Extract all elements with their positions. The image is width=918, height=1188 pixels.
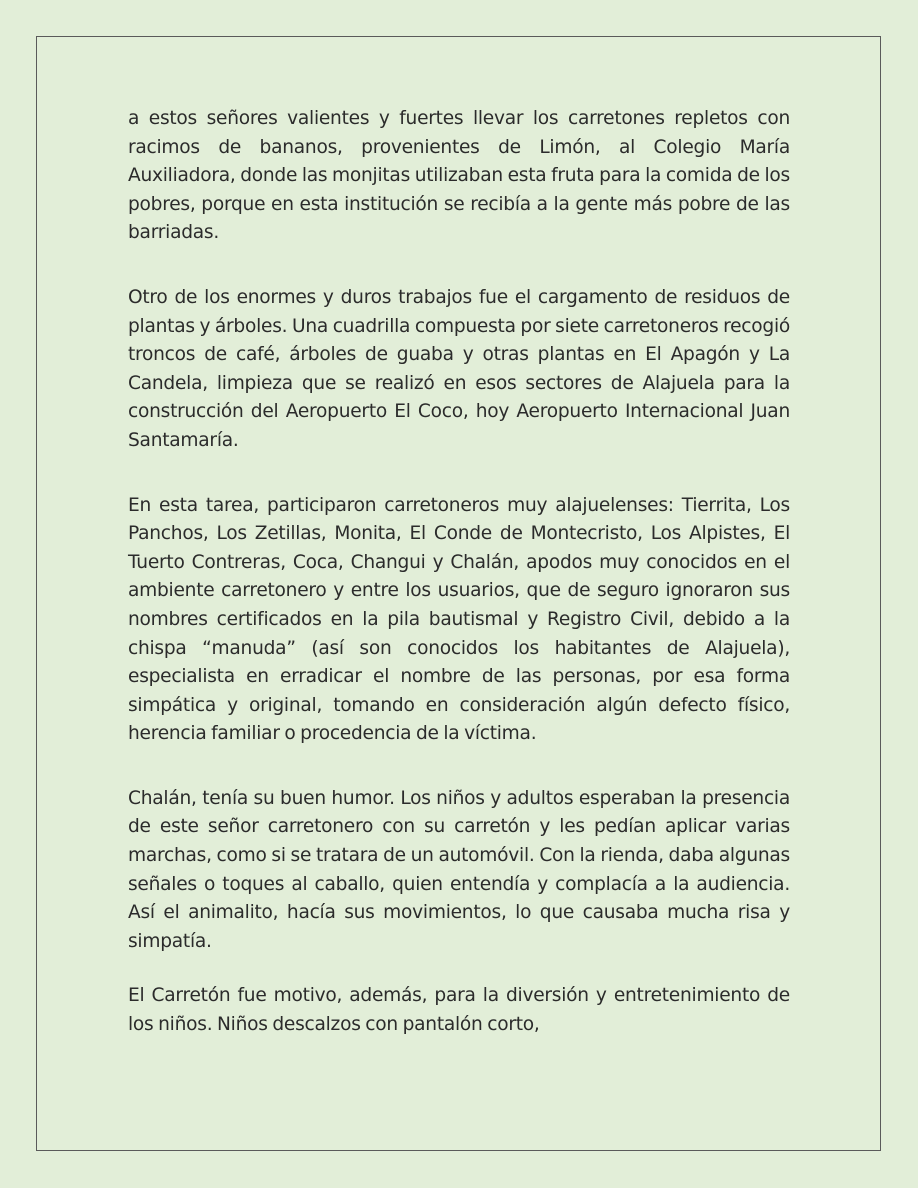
paragraph-2: Otro de los enormes y duros trabajos fue el cargamento de residuos de plantas y árboles. Una cuadrilla compuesta por siete carretoneros recogió troncos de café, árboles de guaba y otras plantas en El Apagón y La Candela, limpieza que se realizó en esos sectores de Alajuela para la construcción del Aeropuerto El Coco, hoy Aeropuerto Internacional Juan Santamaría. <box>128 286 790 451</box>
paragraph-3: En esta tarea, participaron carretoneros muy alajuelenses: Tierrita, Los Panchos, Los Zetillas, Monita, El Conde de Montecristo, Los Alpistes, El Tuerto Contreras, Coca, Changui y Chalán, apodos muy conocidos en el ambiente carretonero y entre los usuarios, que de seguro ignoraron sus nombres certificados en la pila bautismal y Registro Civil, debido a la chispa “manuda” (así son conocidos los habitantes de Alajuela), especialista en erradicar el nombre de las personas, por esa forma simpática y original, tomando en consideración algún defecto físico, herencia familiar o procedencia de la víctima. <box>128 494 790 745</box>
paragraph-4: Chalán, tenía su buen humor. Los niños y adultos esperaban la presencia de este señor carretonero con su carretón y les pedían aplicar varias marchas, como si se tratara de un automóvil. Con la rienda, daba algunas señales o toques al caballo, quien entendía y complacía a la audiencia. Así el animalito, hacía sus movimientos, lo que causaba mucha risa y simpatía. <box>128 787 790 952</box>
document-body <box>128 105 790 1040</box>
paragraph-1: a estos señores valientes y fuertes llevar los carretones repletos con racimos de bananos, provenientes de Limón, al Colegio María Auxiliadora, donde las monjitas utilizaban esta fruta para la comida de los pobres, porque en esta institución se recibía a la gente más pobre de las barriadas. <box>128 108 790 244</box>
paragraph-5: El Carretón fue motivo, además, para la diversión y entretenimiento de los niños. Niños descalzos con pantalón corto, <box>128 985 790 1036</box>
